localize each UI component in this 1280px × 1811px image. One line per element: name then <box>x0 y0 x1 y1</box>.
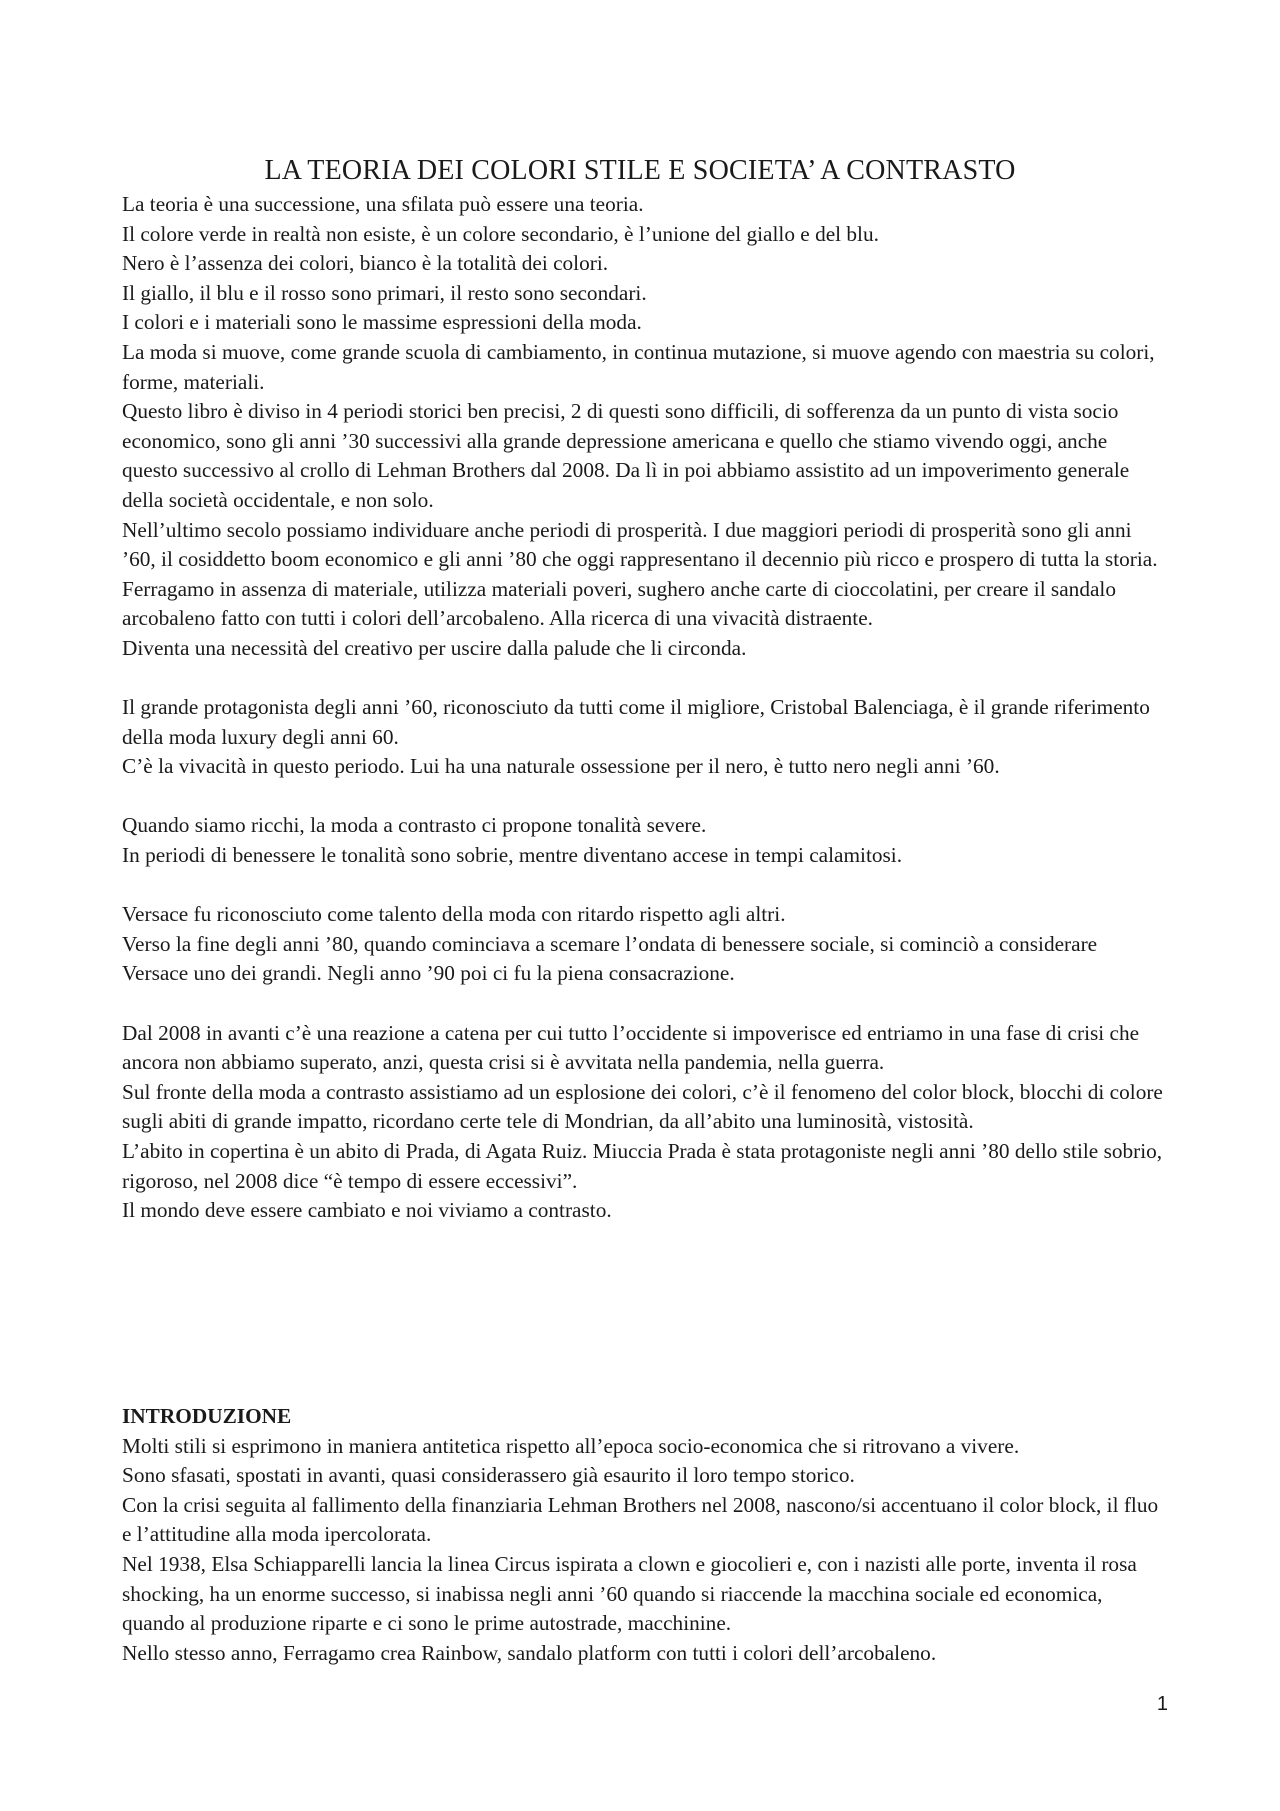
paragraph: La moda si muove, come grande scuola di cambiamento, in continua mutazione, si muove agendo con maestria su colori, forme, materiali. <box>122 339 1155 394</box>
paragraph: Versace fu riconosciuto come talento della moda con ritardo rispetto agli altri. <box>122 902 786 927</box>
paragraph-spacer <box>122 871 1167 901</box>
paragraph-spacer <box>122 989 1167 1019</box>
paragraph: Il mondo deve essere cambiato e noi viviamo a contrasto. <box>122 1198 612 1223</box>
document-title: LA TEORIA DEI COLORI STILE E SOCIETA’ A CONTRASTO <box>264 155 1016 186</box>
paragraph: Ferragamo in assenza di materiale, utilizza materiali poveri, sughero anche carte di cioccolatini, per creare il sandalo arcobaleno fatto con tutti i colori dell’arcobaleno. Alla ricerca di una vivacità distraente. <box>122 576 1116 631</box>
paragraph: I colori e i materiali sono le massime espressioni della moda. <box>122 310 642 335</box>
paragraph: Dal 2008 in avanti c’è una reazione a catena per cui tutto l’occidente si impoverisce ed entriamo in una fase di crisi che ancora non abbiamo superato, anzi, questa crisi si è avvitata nella pandemia, nella guerra. <box>122 1020 1140 1075</box>
paragraph: In periodi di benessere le tonalità sono sobrie, mentre diventano accese in tempi calamitosi. <box>122 843 903 868</box>
paragraph: Nello stesso anno, Ferragamo crea Rainbow, sandalo platform con tutti i colori dell’arcobaleno. <box>122 1640 937 1665</box>
paragraph: L’abito in copertina è un abito di Prada, di Agata Ruiz. Miuccia Prada è stata protagoniste negli anni ’80 dello stile sobrio, rigoroso, nel 2008 dice “è tempo di essere eccessivi”. <box>122 1139 1163 1193</box>
paragraph-spacer <box>122 664 1167 694</box>
paragraph: Il colore verde in realtà non esiste, è un colore secondario, è l’unione del giallo e del blu. <box>122 221 879 246</box>
introduction-section <box>122 1402 1167 1668</box>
paragraph: Diventa una necessità del creativo per uscire dalla palude che li circonda. <box>122 635 747 660</box>
paragraph: C’è la vivacità in questo periodo. Lui ha una naturale ossessione per il nero, è tutto nero negli anni ’60. <box>122 754 1000 779</box>
paragraph: Nero è l’assenza dei colori, bianco è la totalità dei colori. <box>122 251 609 276</box>
paragraph: Nel 1938, Elsa Schiapparelli lancia la linea Circus ispirata a clown e giocolieri e, con i nazisti alle porte, inventa il rosa shocking, ha un enorme successo, si inabissa negli anni ’60 quando si riaccende la macchina sociale ed economica, quando al produzione riparte e ci sono le prime autostrade, macchinine. <box>122 1551 1137 1636</box>
paragraph: Il giallo, il blu e il rosso sono primari, il resto sono secondari. <box>122 280 647 305</box>
paragraph: Sono sfasati, spostati in avanti, quasi considerassero già esaurito il loro tempo storico. <box>122 1463 855 1488</box>
paragraph: Quando siamo ricchi, la moda a contrasto ci propone tonalità severe. <box>122 813 707 838</box>
paragraph: Verso la fine degli anni ’80, quando cominciava a scemare l’ondata di benessere sociale, si cominciò a considerare Versace uno dei grandi. Negli anno ’90 poi ci fu la piena consacrazione. <box>122 931 1098 986</box>
paragraph: Sul fronte della moda a contrasto assistiamo ad un esplosione dei colori, c’è il fenomeno del color block, blocchi di colore sugli abiti di grande impatto, ricordano certe tele di Mondrian, da all’abito una luminosità, vistosità. <box>122 1079 1163 1134</box>
paragraph: Con la crisi seguita al fallimento della finanziaria Lehman Brothers nel 2008, nascono/si accentuano il color block, il fluo e l’attitudine alla moda ipercolorata. <box>122 1492 1159 1547</box>
paragraph: Il grande protagonista degli anni ’60, riconosciuto da tutti come il migliore, Cristobal Balenciaga, è il grande riferimento della moda luxury degli anni 60. <box>122 695 1150 749</box>
paragraph: Nell’ultimo secolo possiamo individuare anche periodi di prosperità. I due maggiori periodi di prosperità sono gli anni ’60, il cosiddetto boom economico e gli anni ’80 che oggi rappresentano il decennio più ricco e prospero di tutta la storia. <box>122 517 1158 572</box>
paragraph: La teoria è una successione, una sfilata può essere una teoria. <box>122 192 644 216</box>
paragraph: Questo libro è diviso in 4 periodi storici ben precisi, 2 di questi sono difficili, di sofferenza da un punto di vista socio economico, sono gli anni ’30 successivi alla grande depressione americana e quello che stiamo vivendo oggi, anche questo successivo al crollo di Lehman Brothers dal 2008. Da lì in poi abbiamo assistito ad un impoverimento generale della società occidentale, e non solo. <box>122 399 1130 512</box>
paragraph-spacer <box>122 782 1167 812</box>
page-number: 1 <box>1156 1693 1168 1715</box>
section-heading: INTRODUZIONE <box>122 1404 292 1428</box>
paragraph: Molti stili si esprimono in maniera antitetica rispetto all’epoca socio-economica che si ritrovano a vivere. <box>122 1433 1020 1458</box>
body-text <box>122 190 1167 1226</box>
